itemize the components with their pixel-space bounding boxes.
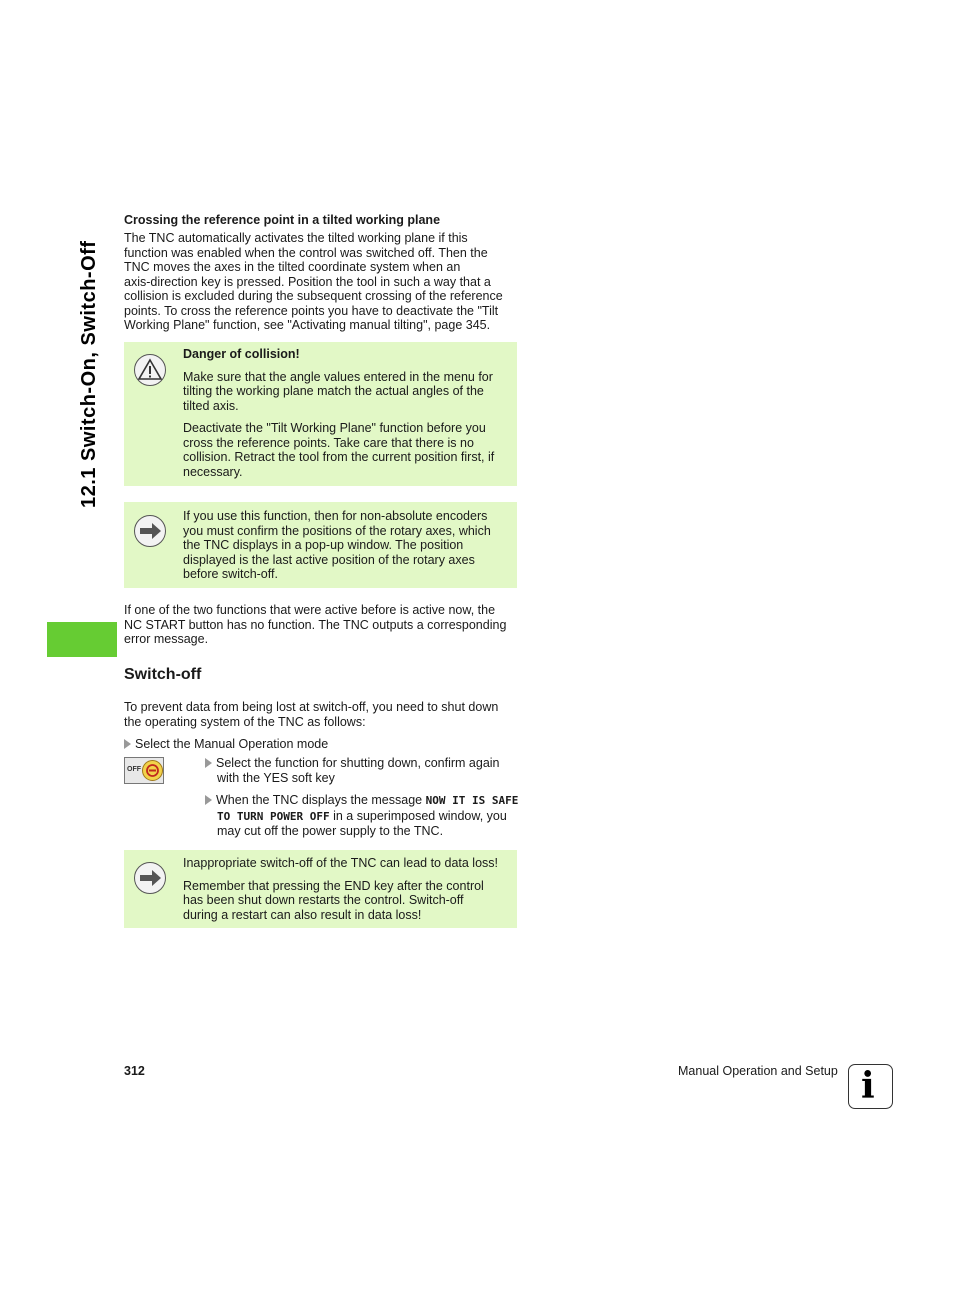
body-line: function was enabled when the control was switched off. Then the: [124, 245, 488, 260]
body-line: TNC moves the axes in the tilted coordinate system when an: [124, 260, 461, 274]
step-power-off: [205, 793, 525, 839]
bullet-arrow-icon: [124, 739, 131, 749]
danger-line: cross the reference points. Take care that there is no: [183, 435, 474, 450]
bullet-arrow-icon: [205, 795, 212, 805]
paragraph-nc-start: [124, 603, 524, 647]
warning-triangle-icon: [134, 354, 166, 386]
bullet-arrow-icon: [205, 758, 212, 768]
section-heading-tilted-plane: Crossing the reference point in a tilted working plane: [124, 213, 441, 227]
danger-callout: [124, 342, 517, 486]
body-line: collision is excluded during the subsequent crossing of the reference: [124, 289, 503, 303]
screen-message: NOW IT IS SAFE: [425, 794, 519, 807]
body-line: Working Plane" function, see "Activating manual tilting", page 345.: [124, 318, 491, 332]
chapter-tab-marker: [47, 622, 117, 657]
note-callout-encoders: [124, 502, 517, 588]
power-off-icon: [142, 760, 163, 781]
step-text: with the YES soft key: [217, 770, 335, 785]
danger-line: tilting the working plane match the actual angles of the: [183, 384, 484, 398]
footer-chapter-title: Manual Operation and Setup: [678, 1064, 838, 1078]
danger-title: Danger of collision!: [183, 347, 300, 361]
danger-para-2: [183, 421, 513, 479]
body-line: NC START button has no function. The TNC outputs a corresponding: [124, 617, 507, 632]
section-heading-switch-off: Switch-off: [124, 666, 202, 683]
danger-line: Deactivate the "Tilt Working Plane" function before you: [183, 421, 486, 435]
note-line: If you use this function, then for non-absolute encoders: [183, 509, 488, 523]
body-line: axis-direction key is pressed. Position the tool in such a way that a: [124, 274, 491, 289]
step-text: in a superimposed window, you: [333, 808, 507, 823]
info-icon[interactable]: [848, 1064, 893, 1109]
body-line: the operating system of the TNC as follows:: [124, 714, 366, 729]
page-number: 312: [124, 1064, 145, 1078]
step-text: Select the function for shutting down, confirm again: [216, 756, 500, 770]
danger-line: collision. Retract the tool from the current position first, if: [183, 450, 495, 464]
note-callout-data-loss: [124, 850, 517, 928]
step-text: may cut off the power supply to the TNC.: [217, 824, 444, 838]
danger-line: tilted axis.: [183, 398, 239, 413]
body-line: error message.: [124, 632, 209, 646]
note-line: during a restart can also result in data loss!: [183, 907, 422, 922]
body-line: points. To cross the reference points you have to deactivate the "Tilt: [124, 303, 499, 318]
arrow-right-icon: [134, 862, 166, 894]
note-line: displayed is the last active position of the rotary axes: [183, 552, 475, 567]
switch-off-intro: [124, 700, 524, 729]
note-line: before switch-off.: [183, 567, 278, 581]
body-line: If one of the two functions that were active before is active now, the: [124, 603, 496, 617]
danger-para-1: [183, 370, 513, 414]
section-body-tilted-plane: [124, 231, 524, 333]
step-confirm-shutdown: [205, 756, 525, 785]
note-line: Inappropriate switch-off of the TNC can lead to data loss!: [183, 856, 498, 870]
body-line: To prevent data from being lost at switch-off, you need to shut down: [124, 700, 499, 714]
chapter-sidebar-title: 12.1 Switch-On, Switch-Off: [78, 240, 100, 508]
note-line: the TNC displays in a pop-up window. The position: [183, 538, 464, 552]
danger-line: Make sure that the angle values entered in the menu for: [183, 369, 493, 384]
softkey-label: OFF: [127, 766, 141, 773]
info-glyph: i: [861, 1065, 875, 1107]
step-select-manual-mode: [124, 737, 328, 752]
arrow-right-icon: [134, 515, 166, 547]
danger-line: necessary.: [183, 464, 243, 479]
note-line: you must confirm the positions of the rotary axes, which: [183, 523, 491, 538]
screen-message: TO TURN POWER OFF: [217, 809, 330, 823]
off-softkey-button[interactable]: [124, 757, 164, 784]
step-text: When the TNC displays the message: [216, 793, 423, 807]
note-line: has been shut down restarts the control. Switch-off: [183, 893, 464, 907]
note-line: Remember that pressing the END key after the control: [183, 878, 484, 893]
body-line: The TNC automatically activates the tilted working plane if this: [124, 231, 468, 245]
step-text: Select the Manual Operation mode: [135, 737, 329, 751]
